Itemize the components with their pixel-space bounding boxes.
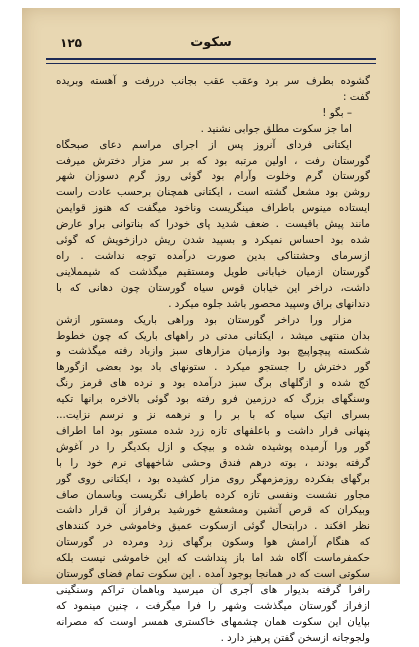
body-text: [56, 74, 370, 647]
text-line: گشوده بطرف سر برد وعقب عقب بجانب دررفت و آهسته وبریده: [56, 75, 370, 87]
page-header: [52, 34, 370, 56]
text-line: ولجوجانه ازسخن گفتن پرهیز دارد .: [220, 631, 370, 644]
text-line: شده بود احساس نمیکرد و بسپید شدن ریش درازخویش که گوئی: [56, 234, 370, 247]
text-line: گورستان ازمیان خیابانی طویل ومستقیم میگذشت که شیمملاینی: [56, 265, 370, 278]
text-line: گرفته بودند ، بوته درهم فندق وحشی شاخههای نرم خود را با: [56, 456, 370, 469]
text-line: پنهانی قرار داشت و باعلفهای تازه زرد شده مستور بود اما اطراف: [56, 424, 370, 437]
text-line: بدان منتهی میشد ، ایکتانی مدتی در راههای باریک که چون خطوط: [56, 329, 370, 342]
text-line: سکوتی است که در همانجا بوجود آمده . این سکوت تمام فضای گورستان: [56, 568, 370, 581]
text-line: دندانهای براق وسپید محصور باشد جلوه میکرد .: [168, 297, 370, 310]
text-line: نظر افکند . درابتحال گوئی ازسکوت عمیق وخاموشی خرد کنندهای: [56, 520, 370, 533]
text-line: گورستان گرم وخلوت وآرام بود گوئی روز گرم دسوزان شهر: [56, 170, 370, 183]
text-line: ازفراز گورستان میگذشت وشهر را فرا میگرفت ، چنین مینمود که: [56, 599, 370, 612]
text-line: مزار ورا دراخر گورستان بود وراهی باریک ومستور ازشن: [56, 313, 352, 326]
paragraph: [56, 313, 370, 647]
text-line: ایکتانی فردای آنروز پس از اجرای مراسم دعای صبحگاه: [56, 138, 352, 151]
text-line: بسرای اتیک سیاه که با بر را و نرهمه نز و نرسم نزایت...: [56, 409, 370, 422]
text-line: گور دخترش را جستجو میکرد . ستونهای باد بود بعضی ازگورها: [56, 361, 370, 374]
text-line: گفت :: [343, 90, 370, 103]
text-line: اما جز سکوت مطلق جوابی نشنید .: [200, 122, 352, 135]
header-rule-thick: [46, 58, 376, 60]
running-title: سکوت: [190, 35, 232, 50]
text-line: رافرا گرفته بدیوار های آجری آن میرسید وباهمان تراکم وسنگینی: [56, 584, 370, 596]
paragraph: [56, 122, 370, 138]
text-line: روشن بود مشعل گشته است ، ایکتانی همچنان برحسب عادت راست: [56, 186, 370, 199]
text-line: ایستاده مینوس باطراف مینگریست وناخود میگفت که هنوز قوایمن: [56, 202, 370, 215]
text-line: داشت، دراخر این خیابان قوس سیاه گورستان چون دهانی که با: [56, 281, 370, 294]
text-line: گورستان رفت ، اولین مرتبه بود که بر سر مزار دخترش میرفت: [56, 154, 370, 167]
text-line: ازسرمای وحشتناکی بدین صورت درآمده توجه نداشت . راه: [56, 249, 370, 262]
text-line: بپایان این سکوت همان چشمهای خاکستری همسر اوست که مصرانه: [56, 615, 370, 628]
header-rule-thin: [46, 63, 376, 64]
text-line: حکمفرماست آگاه شد اما باز پنداشت که این خاموشی نیست بلکه: [56, 552, 370, 565]
text-line: مانند پیش باقیست . ضعف شدید پای خودرا که بناتوانی براو عارض: [56, 218, 370, 231]
text-line: گور ورا آرمیده پوشیده شده و بیچک و ازل بکدیگر را در آغوش: [56, 440, 370, 453]
page-number: ۱۲۵: [60, 36, 82, 50]
paragraph: [56, 74, 370, 106]
text-line: شکسته پیچواپیچ بود وازمیان مزارهای سبز وازباد رفته میگذشت و: [56, 345, 370, 358]
text-line: وسنگهای بزرگ که درزمین فرو رفته بود گوئی بالاخره برانها تکیه: [56, 393, 370, 406]
text-line: – بگو !: [322, 106, 352, 119]
paragraph: [56, 106, 370, 122]
text-line: کج شده و ازگلهای برگ سبز درآمده بود و نرده های قرمز رنگ: [56, 377, 370, 390]
text-line: مجاور نشست ونفسی تازه کرده باطراف نگریست وباسمان صاف: [56, 488, 370, 501]
text-line: که هنگام آرامش هوا وسکون برگهای زرد ومرده در گورستان: [56, 536, 370, 549]
paragraph: [56, 138, 370, 313]
book-page: [22, 8, 400, 644]
text-line: وبیکران که قرص آتشین ومشعشع خورشید برفراز آن قرار داشت: [56, 504, 370, 517]
text-line: برگهای بفکرده روزمزمهگر روی مزار کشیده بود ، ایکتانی روی گور: [56, 472, 370, 485]
